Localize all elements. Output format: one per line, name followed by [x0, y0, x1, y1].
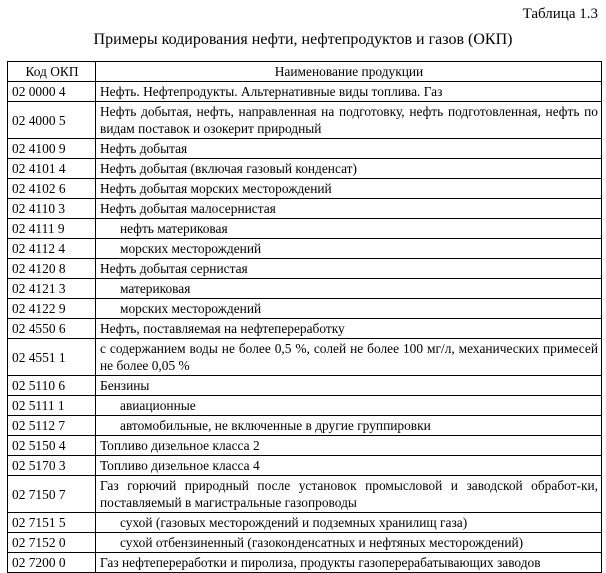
product-name: с содержанием воды не более 0,5 %, солей не более 100 мг/л, механических примесей не более 0,05 % [96, 339, 602, 376]
column-header-name: Наименование продукции [96, 62, 602, 82]
okp-code: 02 5150 4 [8, 436, 96, 456]
table-row [8, 139, 602, 159]
okp-code: 02 4101 4 [8, 159, 96, 179]
product-name: Топливо дизельное класса 2 [96, 436, 602, 456]
okp-code: 02 5110 6 [8, 376, 96, 396]
table-row [8, 396, 602, 416]
okp-code: 02 4000 5 [8, 102, 96, 139]
table-row [8, 416, 602, 436]
okp-code: 02 4102 6 [8, 179, 96, 199]
product-name: автомобильные, не включенные в другие группировки [96, 416, 602, 436]
okp-code: 02 0000 4 [8, 82, 96, 102]
product-name: морских месторождений [96, 299, 602, 319]
product-name: Топливо дизельное класса 4 [96, 456, 602, 476]
okp-code: 02 5111 1 [8, 396, 96, 416]
table-row [8, 533, 602, 553]
table-row [8, 82, 602, 102]
okp-code: 02 4100 9 [8, 139, 96, 159]
table-row [8, 179, 602, 199]
okp-code: 02 5112 7 [8, 416, 96, 436]
okp-code: 02 4111 9 [8, 219, 96, 239]
product-name: Нефть. Нефтепродукты. Альтернативные виды топлива. Газ [96, 82, 602, 102]
column-header-code: Код ОКП [8, 62, 96, 82]
product-name: Газ горючий природный после установок промысловой и заводской обработ-ки, поставляемый в магистральные газопроводы [96, 476, 602, 513]
table-row [8, 199, 602, 219]
okp-code: 02 4550 6 [8, 319, 96, 339]
product-name: Нефть добытая сернистая [96, 259, 602, 279]
okp-code: 02 5170 3 [8, 456, 96, 476]
product-name: материковая [96, 279, 602, 299]
product-name: Нефть добытая морских месторождений [96, 179, 602, 199]
table-header-row [8, 62, 602, 82]
okp-code: 02 4110 3 [8, 199, 96, 219]
table-caption: Примеры кодирования нефти, нефтепродуктов и газов (ОКП) [93, 31, 513, 48]
table-row [8, 299, 602, 319]
table-body [8, 82, 602, 573]
okp-code: 02 4121 3 [8, 279, 96, 299]
table-row [8, 339, 602, 376]
okp-code: 02 7200 0 [8, 553, 96, 573]
table-row [8, 159, 602, 179]
product-name: авиационные [96, 396, 602, 416]
okp-code: 02 7150 7 [8, 476, 96, 513]
product-name: Газ нефтепереработки и пиролиза, продукты газоперерабатывающих заводов [96, 553, 602, 573]
table-row [8, 319, 602, 339]
table-row [8, 553, 602, 573]
product-name: Нефть добытая (включая газовый конденсат) [96, 159, 602, 179]
product-name: Бензины [96, 376, 602, 396]
okp-code: 02 7152 0 [8, 533, 96, 553]
table-row [8, 376, 602, 396]
product-name: нефть материковая [96, 219, 602, 239]
table-row [8, 259, 602, 279]
table-row [8, 279, 602, 299]
product-name: Нефть добытая [96, 139, 602, 159]
okp-code: 02 4122 9 [8, 299, 96, 319]
okp-code: 02 4120 8 [8, 259, 96, 279]
table-row [8, 436, 602, 456]
table-row [8, 239, 602, 259]
product-name: сухой (газовых месторождений и подземных хранилищ газа) [96, 513, 602, 533]
okp-code: 02 4112 4 [8, 239, 96, 259]
product-name: сухой отбензиненный (газоконденсатных и нефтяных месторождений) [96, 533, 602, 553]
table-row [8, 219, 602, 239]
table-row [8, 513, 602, 533]
product-name: Нефть добытая, нефть, направленная на подготовку, нефть подготовленная, нефть по видам поставок и озокерит природный [96, 102, 602, 139]
table-row [8, 456, 602, 476]
product-name: Нефть добытая малосернистая [96, 199, 602, 219]
product-name: Нефть, поставляемая на нефтепереработку [96, 319, 602, 339]
table-row [8, 102, 602, 139]
table-number: Таблица 1.3 [522, 6, 598, 22]
product-name: морских месторождений [96, 239, 602, 259]
okp-code: 02 4551 1 [8, 339, 96, 376]
table-row [8, 476, 602, 513]
okp-code: 02 7151 5 [8, 513, 96, 533]
okp-table [7, 61, 602, 573]
